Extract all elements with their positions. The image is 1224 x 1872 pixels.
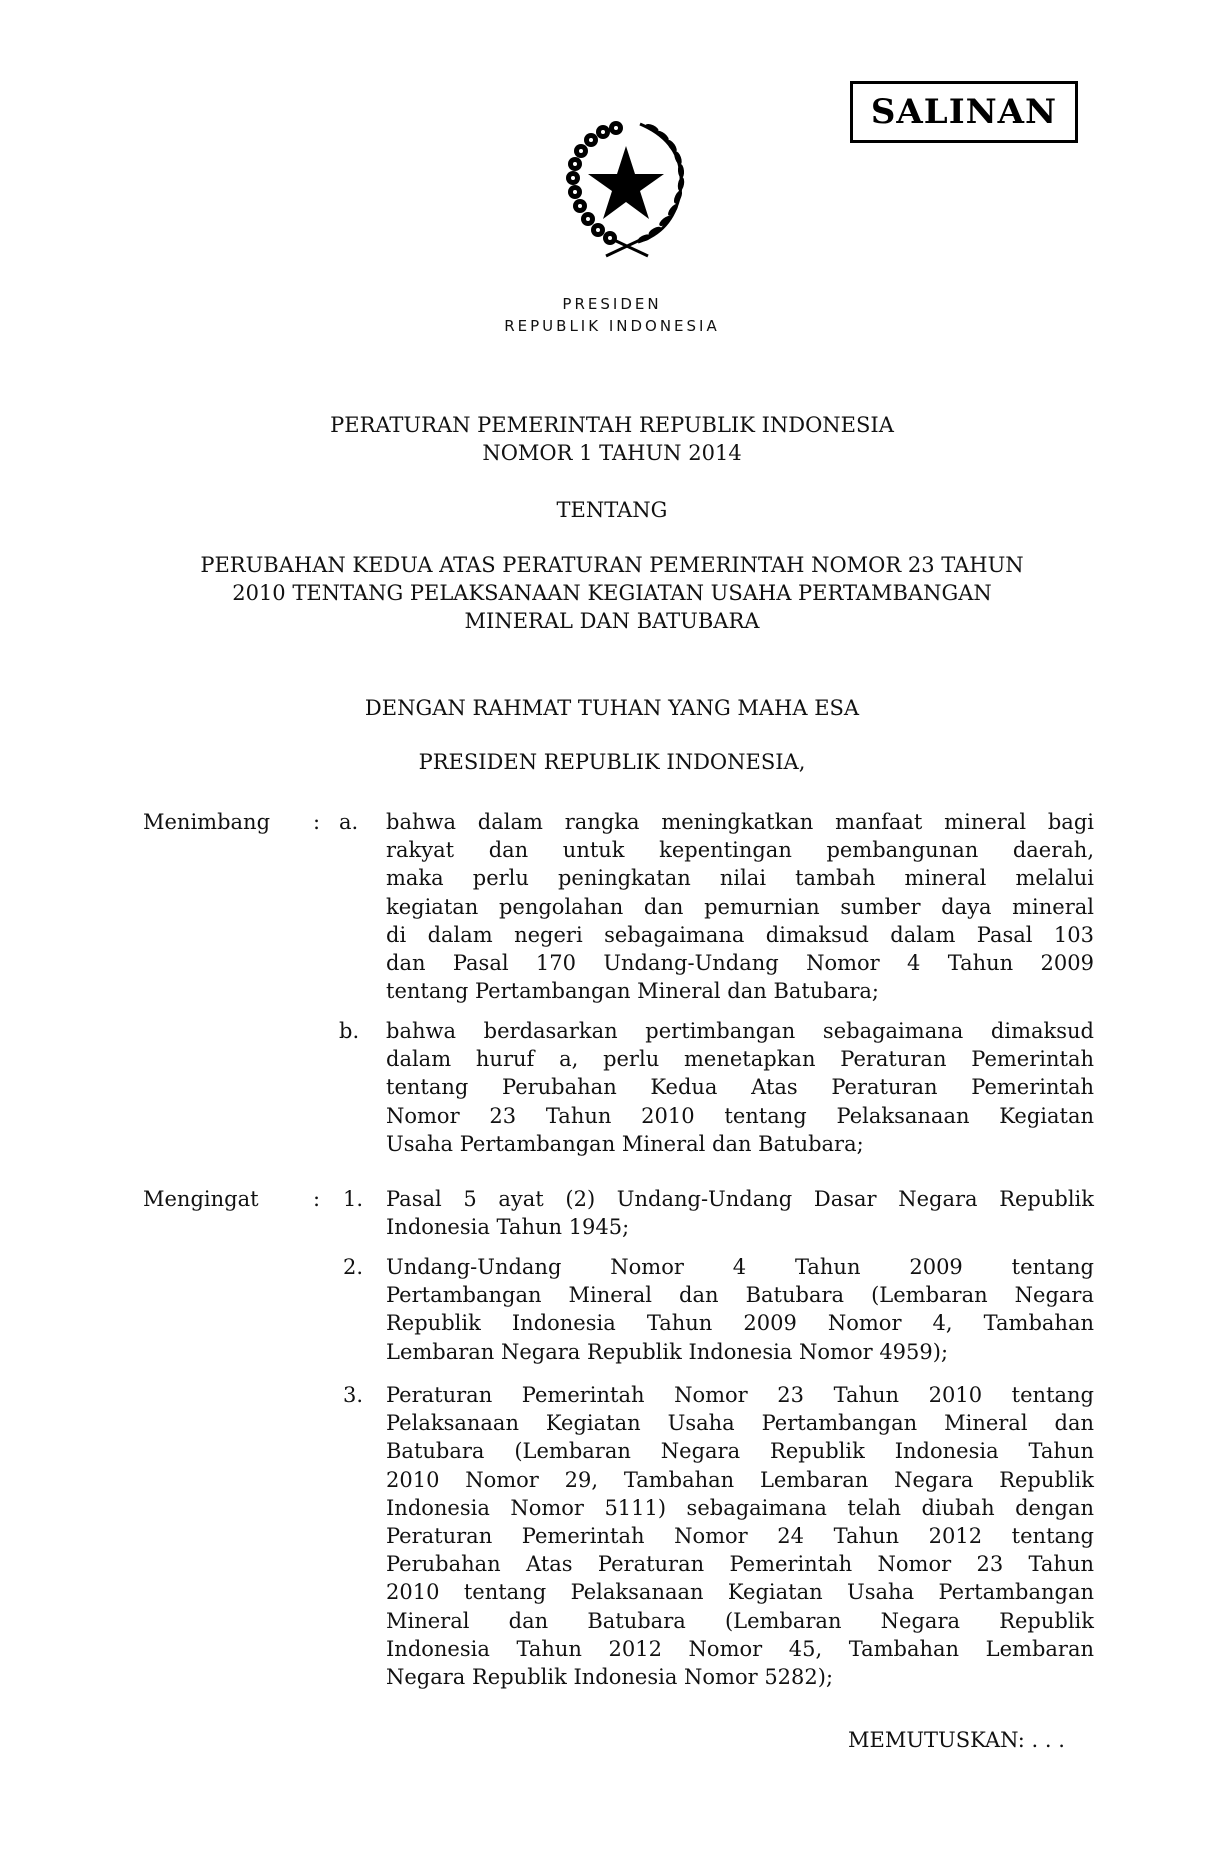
mengingat-item-3 (386, 1381, 1094, 1691)
text-line: bahwa dalam rangka meningkatkan manfaat mineral bagi (386, 810, 1094, 834)
text-line: kegiatan pengolahan dan pemurnian sumber daya mineral (386, 894, 1094, 919)
subject-line-3: MINERAL DAN BATUBARA (464, 609, 760, 633)
text-line: Pertambangan Mineral dan Batubara (Lembaran Negara (386, 1283, 1094, 1308)
text-line: Perubahan Atas Peraturan Pemerintah Nomor 23 Tahun (386, 1552, 1094, 1577)
invocation: DENGAN RAHMAT TUHAN YANG MAHA ESA (364, 696, 860, 720)
page-continuation: MEMUTUSKAN: . . . (848, 1728, 1065, 1752)
mengingat-item-1 (386, 1185, 1094, 1241)
subject-line-1: PERUBAHAN KEDUA ATAS PERATURAN PEMERINTAH NOMOR 23 TAHUN (200, 553, 1024, 577)
menimbang-label: Menimbang (143, 810, 271, 834)
text-line: Indonesia Nomor 5111) sebagaimana telah diubah dengan (386, 1495, 1094, 1520)
text-line: Pasal 5 ayat (2) Undang-Undang Dasar Negara Republik (386, 1187, 1094, 1211)
text-line: tentang Perubahan Kedua Atas Peraturan Pemerintah (386, 1075, 1094, 1100)
text-line: dan Pasal 170 Undang-Undang Nomor 4 Tahun 2009 (386, 951, 1094, 976)
text-line: Nomor 23 Tahun 2010 tentang Pelaksanaan Kegiatan (386, 1103, 1094, 1128)
text-line: di dalam negeri sebagaimana dimaksud dalam Pasal 103 (386, 922, 1094, 947)
mengingat-colon: : (313, 1187, 321, 1211)
text-line: tentang Pertambangan Mineral dan Batubara; (386, 979, 879, 1004)
mengingat-label: Mengingat (143, 1187, 259, 1211)
salinan-stamp (850, 81, 1078, 143)
emblem-caption-president: PRESIDEN (562, 295, 662, 313)
text-line: rakyat dan untuk kepentingan pembangunan daerah, (386, 838, 1094, 863)
text-line: Peraturan Pemerintah Nomor 23 Tahun 2010 tentang (386, 1383, 1094, 1407)
text-line: maka perlu peningkatan nilai tambah mineral melalui (386, 866, 1094, 891)
regulation-title: PERATURAN PEMERINTAH REPUBLIK INDONESIA (330, 413, 894, 437)
mengingat-marker-2: 2. (343, 1255, 364, 1279)
text-line: bahwa berdasarkan pertimbangan sebagaimana dimaksud (386, 1019, 1094, 1043)
text-line: Usaha Pertambangan Mineral dan Batubara; (386, 1131, 864, 1156)
text-line: Negara Republik Indonesia Nomor 5282); (386, 1665, 834, 1690)
text-line: Mineral dan Batubara (Lembaran Negara Republik (386, 1608, 1094, 1633)
salinan-label: SALINAN (870, 92, 1058, 132)
menimbang-colon: : (313, 810, 321, 834)
menimbang-marker-b: b. (339, 1019, 360, 1043)
menimbang-item-b (386, 1017, 1094, 1158)
text-line: Republik Indonesia Tahun 2009 Nomor 4, Tambahan (386, 1311, 1094, 1336)
mengingat-marker-3: 3. (343, 1383, 364, 1407)
text-line: Lembaran Negara Republik Indonesia Nomor 4959); (386, 1339, 949, 1364)
regulation-number: NOMOR 1 TAHUN 2014 (482, 441, 742, 465)
text-line: Indonesia Tahun 1945; (386, 1215, 630, 1240)
mengingat-marker-1: 1. (343, 1187, 364, 1211)
text-line: Batubara (Lembaran Negara Republik Indonesia Tahun (386, 1439, 1094, 1464)
text-line: dalam huruf a, perlu menetapkan Peraturan Pemerintah (386, 1047, 1094, 1072)
authority-line: PRESIDEN REPUBLIK INDONESIA, (418, 750, 806, 774)
text-line: Undang-Undang Nomor 4 Tahun 2009 tentang (386, 1255, 1094, 1279)
presidential-emblem-icon (548, 114, 708, 264)
text-line: 2010 tentang Pelaksanaan Kegiatan Usaha Pertambangan (386, 1580, 1094, 1605)
tentang-heading: TENTANG (556, 498, 668, 522)
mengingat-item-2 (386, 1253, 1094, 1366)
text-line: Pelaksanaan Kegiatan Usaha Pertambangan Mineral dan (386, 1411, 1094, 1436)
text-line: Peraturan Pemerintah Nomor 24 Tahun 2012 tentang (386, 1524, 1094, 1549)
menimbang-marker-a: a. (339, 810, 359, 834)
text-line: Indonesia Tahun 2012 Nomor 45, Tambahan Lembaran (386, 1636, 1094, 1661)
emblem-caption-republic: REPUBLIK INDONESIA (504, 317, 720, 335)
menimbang-item-a (386, 808, 1094, 1005)
subject-line-2: 2010 TENTANG PELAKSANAAN KEGIATAN USAHA PERTAMBANGAN (232, 581, 992, 605)
text-line: 2010 Nomor 29, Tambahan Lembaran Negara Republik (386, 1467, 1094, 1492)
